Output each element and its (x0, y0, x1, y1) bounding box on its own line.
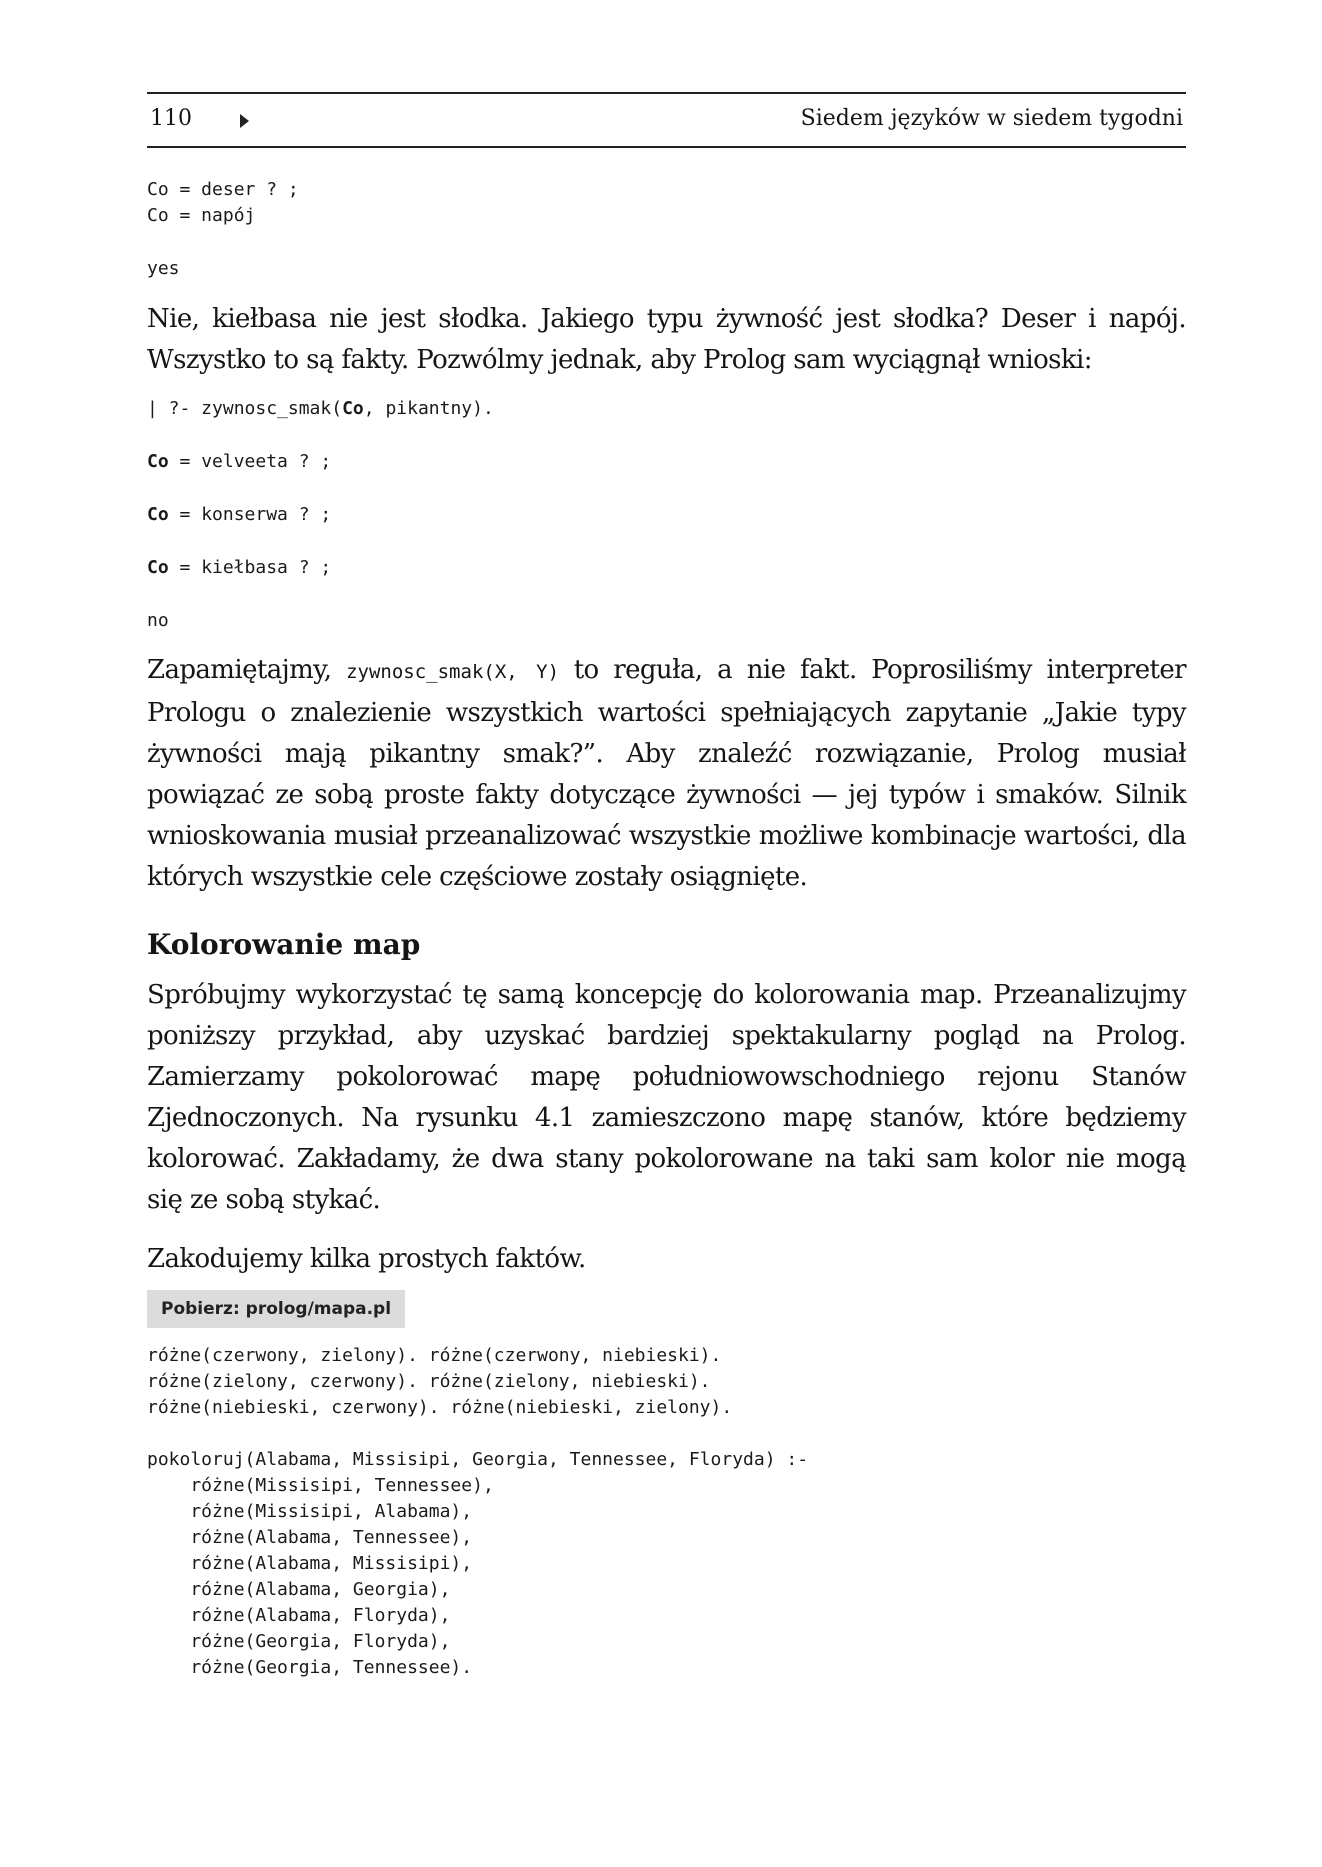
book-title: Siedem języków w siedem tygodni (800, 106, 1183, 131)
code-line: no (147, 610, 169, 631)
code-line: Co = napój (147, 205, 256, 226)
code-var: Co (147, 504, 169, 525)
code-text: = velveeta ? ; (168, 451, 332, 472)
code-var: Co (342, 398, 364, 419)
paragraph: Spróbujmy wykorzystać tę samą koncepcję do kolorowania map. Przeanalizujmy poniższy przykład, aby uzyskać bardziej spektakularny pogląd na Prolog. Zamierzamy pokolorować mapę południowowschodniego rejonu Stanów Zjednoczonych. Na rysunku 4.1 zamieszczono mapę stanów, które będziemy kolorować. Zakładamy, że dwa stany pokolorowane na taki sam kolor nie mogą się ze sobą stykać. (147, 980, 1186, 1215)
paragraph: Zakodujemy kilka prostych faktów. (147, 1244, 586, 1274)
code-block-query (147, 396, 1186, 634)
text: to reguła, a nie fakt. Poprosiliśmy interpreter Prologu o znalezienie wszystkich wartości spełniających zapytanie „Jakie typy żywności mają pikantny smak?”. Aby znaleźć rozwiązanie, Prolog musiał powiązać ze sobą proste fakty dotyczące żywności — jej typów i smaków. Silnik wnioskowania musiał przeanalizować wszystkie możliwe kombinacje wartości, dla których wszystkie cele częściowe zostały osiągnięte. (147, 655, 1187, 892)
code-text: = konserwa ? ; (168, 504, 332, 525)
code-line: Co = deser ? ; (147, 179, 299, 200)
code-line (147, 449, 1186, 475)
code-block-map-coloring (147, 1343, 1186, 1681)
text: Zapamiętajmy, (147, 655, 347, 685)
code-line: różne(Alabama, Missisipi), (147, 1553, 473, 1574)
download-label-wrapper (147, 1290, 1186, 1328)
code-text: = kiełbasa ? ; (168, 557, 332, 578)
code-line (147, 555, 1186, 581)
code-line: różne(Missisipi, Tennessee), (147, 1475, 494, 1496)
code-line: różne(Georgia, Floryda), (147, 1631, 451, 1652)
code-line: różne(Missisipi, Alabama), (147, 1501, 473, 1522)
download-label: Pobierz: prolog/mapa.pl (147, 1290, 405, 1328)
code-line (147, 1421, 1186, 1447)
code-var: Co (147, 557, 169, 578)
code-line: różne(zielony, czerwony). różne(zielony, niebieski). (147, 1371, 711, 1392)
code-text: | ?- zywnosc_smak( (147, 398, 343, 419)
section-heading: Kolorowanie map (147, 928, 421, 961)
book-page (147, 92, 1186, 1681)
code-line: różne(czerwony, zielony). różne(czerwony, niebieski). (147, 1345, 722, 1366)
page-number: 110 (150, 106, 192, 131)
code-var: Co (147, 451, 169, 472)
code-line: różne(Georgia, Tennessee). (147, 1657, 473, 1678)
code-line: różne(Alabama, Floryda), (147, 1605, 451, 1626)
code-line: pokoloruj(Alabama, Missisipi, Georgia, Tennessee, Floryda) :- (147, 1449, 809, 1470)
code-line: yes (147, 258, 180, 279)
right-arrow-icon (240, 114, 249, 128)
paragraph: Nie, kiełbasa nie jest słodka. Jakiego typu żywność jest słodka? Deser i napój. Wszystko to są fakty. Pozwólmy jednak, aby Prolog sam wyciągnął wnioski: (147, 304, 1186, 375)
code-line: różne(niebieski, czerwony). różne(niebieski, zielony). (147, 1397, 733, 1418)
code-line: różne(Alabama, Georgia), (147, 1579, 451, 1600)
code-line (147, 396, 1186, 422)
code-line: różne(Alabama, Tennessee), (147, 1527, 473, 1548)
paragraph (147, 650, 1186, 898)
inline-code: zywnosc_smak(X, Y) (346, 661, 560, 683)
running-header (147, 92, 1186, 148)
code-line (147, 502, 1186, 528)
code-block-query-result (147, 177, 1186, 282)
code-text: , pikantny). (363, 398, 494, 419)
